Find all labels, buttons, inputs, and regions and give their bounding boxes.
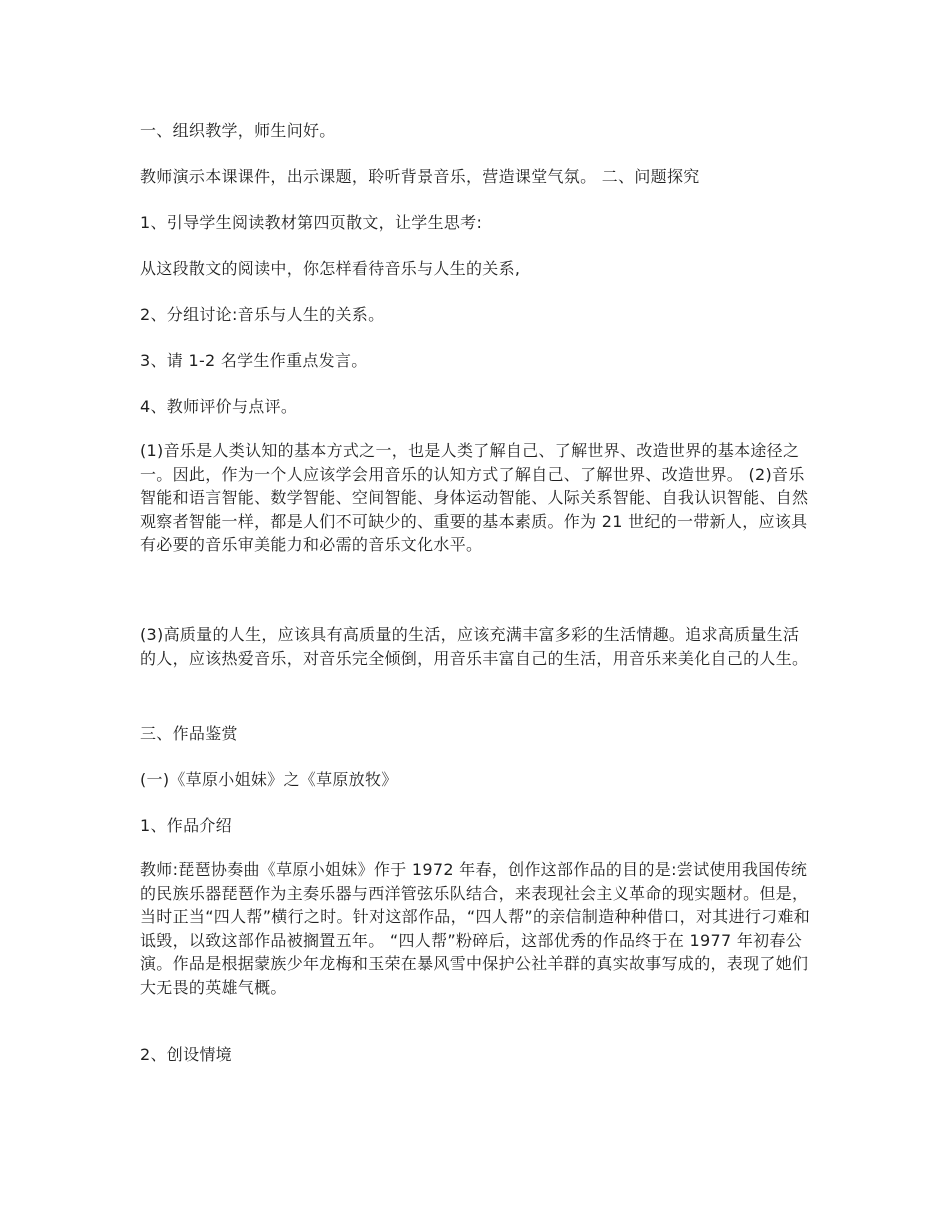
paragraph-courseware-intro: 教师演示本课课件，出示课题，聆听背景音乐，营造课堂气氛。 二、问题探究 bbox=[140, 167, 700, 186]
paragraph-teacher-intro: 教师:琵琶协奏曲《草原小姐妹》作于 1972 年春，创作这部作品的目的是:尝试使用我国传统的民族乐器琵琶作为主奏乐器与西洋管弦乐队结合，来表现社会主义革命的现实题材。但是，当时正当“四人帮”横行之时。针对这部作品，“四人帮”的亲信制造种种借口，对其进行刁难和诋毁，以致这部作品被搁置五年。 “四人帮”粉碎后，这部优秀的作品终于在 1977 年初春公演。作品是根据蒙族少年龙梅和玉荣在暴风雪中保护公社羊群的真实故事写成的，表现了她们大无畏的英雄气概。 bbox=[140, 860, 811, 997]
heading-organize-teaching: 一、组织教学，师生问好。 bbox=[140, 121, 336, 140]
paragraph-point-3: (3)高质量的人生，应该具有高质量的生活，应该充满丰富多彩的生活情趣。追求高质量生活的人，应该热爱音乐，对音乐完全倾倒，用音乐丰富自己的生活，用音乐来美化自己的人生。 bbox=[140, 625, 809, 668]
paragraph-step-4: 4、教师评价与点评。 bbox=[140, 397, 298, 416]
paragraph-step-2: 2、分组讨论:音乐与人生的关系。 bbox=[140, 305, 385, 324]
paragraph-step-1: 1、引导学生阅读教材第四页散文，让学生思考: bbox=[140, 213, 483, 232]
paragraph-question: 从这段散文的阅读中，你怎样看待音乐与人生的关系, bbox=[140, 259, 521, 278]
paragraph-point-1-2: (1)音乐是人类认知的基本方式之一，也是人类了解自己、了解世界、改造世界的基本途径之一。因此，作为一个人应该学会用音乐的认知方式了解自己、了解世界、改造世界。 (2)音乐智能和语言智能、数学智能、空间智能、身体运动智能、人际关系智能、自我认识智能、自然观察者智能一样，都是人们不可缺少的、重要的基本素质。作为 21 世纪的一带新人，应该具有必要的音乐审美能力和必需的音乐文化水平。 bbox=[140, 441, 809, 554]
heading-work-appreciation: 三、作品鉴赏 bbox=[140, 724, 238, 743]
heading-work-intro: 1、作品介绍 bbox=[140, 816, 232, 835]
heading-grassland-sisters: (一)《草原小姐妹》之《草原放牧》 bbox=[140, 770, 398, 789]
paragraph-step-3: 3、请 1-2 名学生作重点发言。 bbox=[140, 351, 368, 370]
heading-create-scenario: 2、创设情境 bbox=[140, 1045, 232, 1064]
